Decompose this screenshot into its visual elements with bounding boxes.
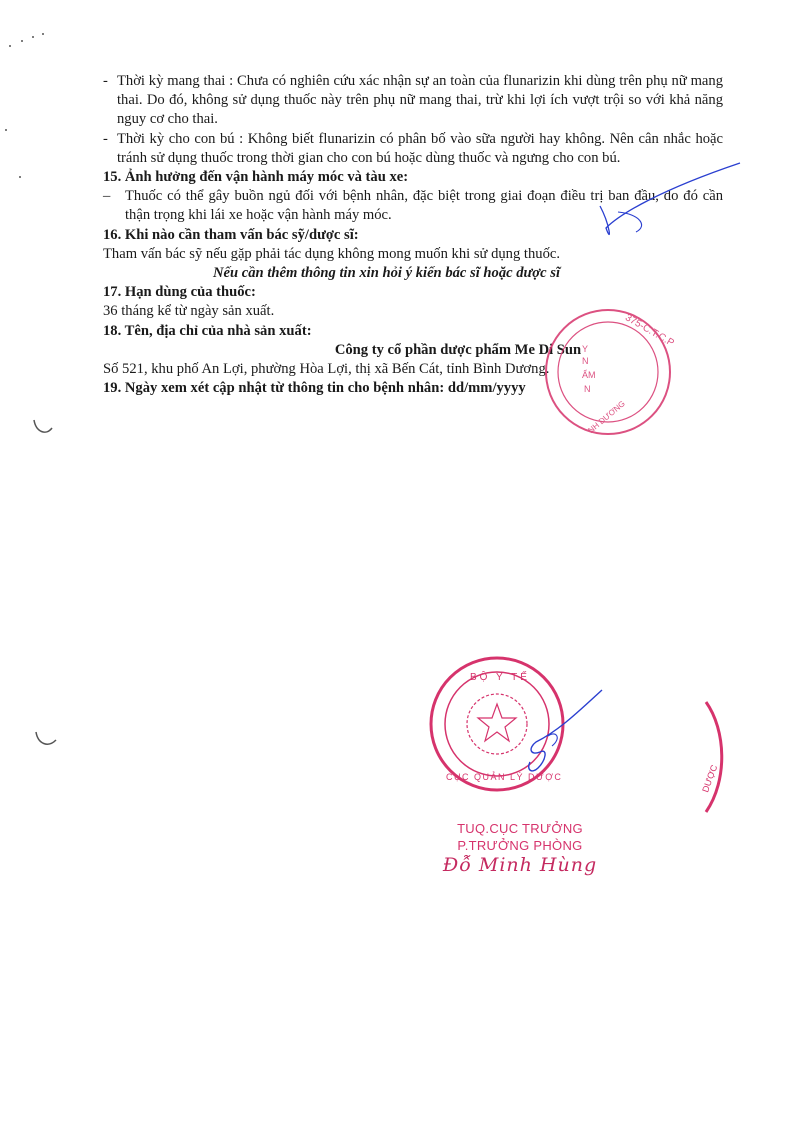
svg-text:DƯỢC: DƯỢC	[700, 763, 720, 794]
signature-mark-seal	[529, 690, 602, 771]
pregnancy-text: Thời kỳ mang thai : Chưa có nghiên cứu xác nhận sự an toàn của flunarizin khi dùng trên phụ nữ mang thai. Do đó, không sử dụng thuốc này trên phụ nữ mang thai, trừ khi lợi ích vượt trội so với khả năng nguy cơ cho thai.	[117, 73, 723, 128]
svg-text:BỘ Y TẾ: BỘ Y TẾ	[470, 672, 530, 683]
svg-text:N: N	[584, 384, 591, 394]
section-19-heading: 19. Ngày xem xét cập nhật từ thông tin cho bệnh nhân: dd/mm/yyyy	[103, 380, 526, 397]
bullet-mark: -	[103, 73, 108, 89]
section-18-heading: 18. Tên, địa chỉ của nhà sản xuất:	[103, 322, 312, 339]
signature-name: Đỗ Minh Hùng	[442, 854, 598, 876]
consult-note: Nếu cần thêm thông tin xin hỏi ý kiến bác sĩ hoặc dược sĩ	[213, 265, 560, 282]
section-17-heading: 17. Hạn dùng của thuốc:	[103, 284, 256, 301]
svg-text:CỤC QUẢN LÝ DƯỢC: CỤC QUẢN LÝ DƯỢC	[446, 772, 563, 782]
ministry-seal	[431, 658, 563, 790]
punch-holes	[5, 33, 56, 744]
svg-text:ẨM: ẨM	[582, 370, 596, 380]
svg-text:N: N	[582, 356, 589, 366]
stamp-line-1: TUQ.CỤC TRƯỞNG	[457, 821, 583, 836]
dash-mark: –	[103, 188, 111, 205]
svg-text:Y: Y	[582, 344, 589, 354]
breastfeeding-text: Thời kỳ cho con bú : Không biết flunarizin có phân bố vào sữa người hay không. Nên cân nhắc hoặc tránh sử dụng thuốc trong thời gian cho con bú hoặc dùng thuốc và ngưng cho con bú.	[117, 130, 723, 166]
edge-seal-fragment	[700, 702, 722, 812]
bullet-mark: -	[103, 130, 108, 147]
consult-text: Tham vấn bác sỹ nếu gặp phải tác dụng không mong muốn khi sử dụng thuốc.	[103, 245, 560, 262]
company-seal	[546, 310, 676, 435]
machinery-text: Thuốc có thể gây buồn ngủ đối với bệnh nhân, đặc biệt trong giai đoạn điều trị ban đầu, do đó cần thận trọng khi lái xe hoặc vận hành máy móc.	[125, 188, 723, 224]
shelf-life-text: 36 tháng kể từ ngày sản xuất.	[103, 303, 275, 320]
svg-text:375-C.T.C.P: 375-C.T.C.P	[623, 312, 676, 350]
manufacturer-name: Công ty cổ phần dược phẩm Me Di Sun	[334, 341, 582, 358]
svg-text:NH DƯƠNG: NH DƯƠNG	[586, 399, 627, 436]
section-15-heading: 15. Ảnh hưởng đến vận hành máy móc và tàu xe:	[103, 169, 409, 186]
approval-stamp	[440, 820, 600, 874]
stamp-line-2: P.TRƯỞNG PHÒNG	[457, 838, 583, 853]
manufacturer-address: Số 521, khu phố An Lợi, phường Hòa Lợi, thị xã Bến Cát, tỉnh Bình Dương.	[103, 361, 550, 378]
section-16-heading: 16. Khi nào cần tham vấn bác sỹ/dược sĩ:	[103, 226, 359, 243]
signature-mark-top	[600, 163, 740, 234]
